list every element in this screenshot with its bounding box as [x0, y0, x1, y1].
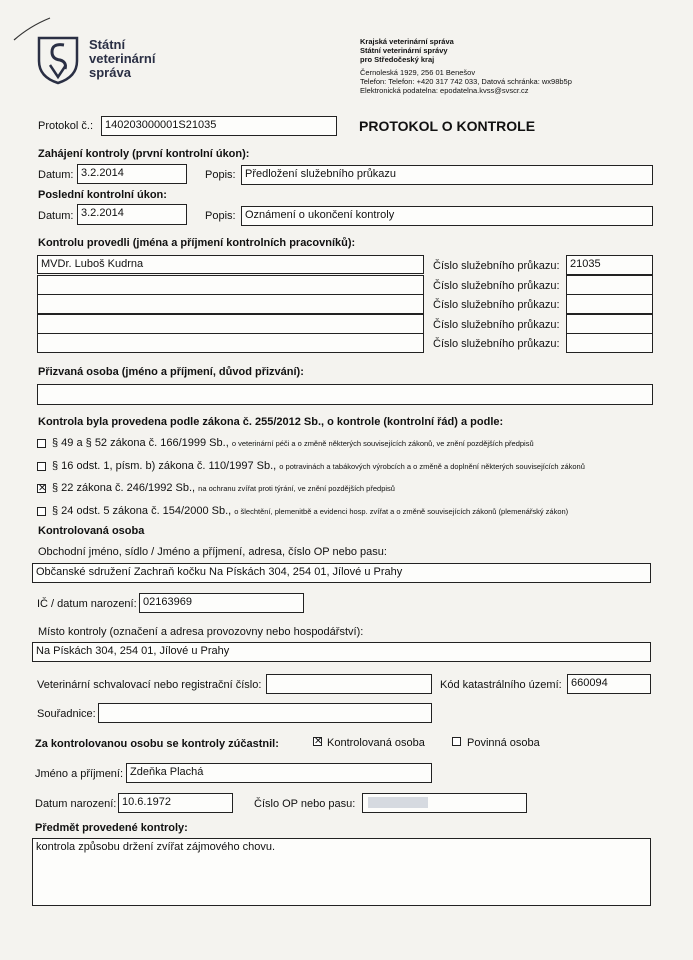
dob-label: Datum narození: — [35, 798, 117, 810]
id-label: Číslo OP nebo pasu: — [254, 798, 356, 810]
law-item-sub: o šlechtění, plemenitbě a evidenci hosp. zvířat a o změně souvisejících zákonů (plemenářský zákon) — [234, 506, 569, 516]
law-item — [52, 482, 395, 494]
invited-heading: Přizvaná osoba (jméno a příjmení, důvod přizvání): — [38, 366, 304, 378]
law-item-sub: na ochranu zvířat proti týrání, ve znění pozdějších předpisů — [198, 484, 395, 493]
invited-field[interactable] — [37, 384, 653, 405]
law-item-main: § 16 odst. 1, písm. b) zákona č. 110/1997 Sb., — [52, 459, 277, 472]
law-heading: Kontrola byla provedena podle zákona č. 255/2012 Sb., o kontrole (kontrolní řád) a podle: — [38, 416, 504, 428]
attendee-heading: Za kontrolovanou osobu se kontroly zúčastnil: — [35, 738, 279, 750]
page-title: PROTOKOL O KONTROLE — [359, 118, 536, 134]
last-date-field[interactable]: 3.2.2014 — [77, 204, 187, 225]
law-item-main: § 22 zákona č. 246/1992 Sb., — [52, 482, 196, 494]
law-item — [52, 437, 534, 449]
protocol-number-field[interactable]: 140203000001S21035 — [101, 116, 337, 136]
card-number-field[interactable] — [566, 275, 653, 295]
ic-field[interactable]: 02163969 — [139, 593, 304, 613]
protocol-label: Protokol č.: — [38, 120, 94, 132]
obliged-person-label: Povinná osoba — [467, 737, 540, 749]
inspector-name-field[interactable]: MVDr. Luboš Kudrna — [37, 255, 424, 274]
redaction — [368, 797, 428, 808]
inspector-name-field[interactable] — [37, 314, 424, 334]
coords-field[interactable] — [98, 703, 432, 723]
reg-label: Veterinární schvalovací nebo registrační číslo: — [37, 679, 262, 691]
card-number-field[interactable] — [566, 294, 653, 314]
subject-name-label: Obchodní jméno, sídlo / Jméno a příjmení, adresa, číslo OP nebo pasu: — [38, 546, 387, 558]
place-field[interactable]: Na Pískách 304, 254 01, Jílové u Prahy — [32, 642, 651, 662]
law-item-sub: o potravinách a tabákových výrobcích a o změně a doplnění některých souvisejících zákonů — [279, 461, 585, 471]
card-number-field[interactable] — [566, 314, 653, 334]
card-number-field[interactable] — [566, 333, 653, 353]
card-number-label: Číslo služebního průkazu: — [433, 279, 560, 292]
subject-name-field[interactable]: Občanské sdružení Zachraň kočku Na Pískách 304, 254 01, Jílové u Prahy — [32, 563, 651, 583]
start-desc-label: Popis: — [205, 169, 236, 181]
inspector-name-field[interactable] — [37, 333, 424, 353]
cadastre-field[interactable]: 660094 — [567, 674, 651, 694]
law-item-main: § 49 a § 52 zákona č. 166/1999 Sb., — [52, 437, 229, 449]
pen-mark — [12, 14, 52, 49]
control-subject-heading: Předmět provedené kontroly: — [35, 822, 188, 834]
last-heading: Poslední kontrolní úkon: — [38, 189, 167, 201]
start-heading: Zahájení kontroly (první kontrolní úkon): — [38, 148, 250, 160]
reg-field[interactable] — [266, 674, 432, 694]
law-checkbox[interactable] — [37, 439, 46, 448]
card-number-field[interactable]: 21035 — [566, 255, 653, 275]
start-date-label: Datum: — [38, 169, 74, 181]
place-label: Místo kontroly (označení a adresa provozovny nebo hospodářství): — [38, 626, 364, 638]
card-number-label: Číslo služebního průkazu: — [433, 260, 560, 272]
last-desc-label: Popis: — [205, 210, 236, 222]
inspector-name-field[interactable] — [37, 275, 424, 295]
last-date-label: Datum: — [38, 210, 74, 222]
law-checkbox[interactable] — [37, 462, 46, 471]
coords-label: Souřadnice: — [37, 708, 96, 720]
inspector-name-field[interactable] — [37, 294, 424, 314]
card-number-label: Číslo služebního průkazu: — [433, 338, 560, 350]
logo-text: Státní veterinární správa — [89, 37, 156, 80]
obliged-person-checkbox[interactable] — [452, 737, 461, 746]
cadastre-label: Kód katastrálního území: — [440, 679, 562, 691]
law-item — [52, 505, 568, 517]
dob-field[interactable]: 10.6.1972 — [118, 793, 233, 813]
card-number-label: Číslo služebního průkazu: — [433, 318, 560, 331]
controlled-person-label: Kontrolovaná osoba — [327, 737, 425, 749]
attendee-name-label: Jméno a příjmení: — [35, 768, 124, 780]
law-item-main: § 24 odst. 5 zákona č. 154/2000 Sb., — [52, 504, 232, 517]
ic-label: IČ / datum narození: — [37, 598, 137, 610]
office-address: Krajská veterinární správa Státní veterinární správy pro Středočeský kraj Černoleská 1929, 256 01 Benešov Telefon: Telefon: +420 317 742 033, Datová schránka: wx98b5p Elektronická podatelna: epodatelna.kvss@svscr.cz — [360, 37, 572, 95]
control-subject-field[interactable]: kontrola způsobu držení zvířat zájmového chovu. — [32, 838, 651, 906]
law-item-sub: o veterinární péči a o změně některých souvisejících zákonů, ve znění pozdějších předpisů — [231, 439, 534, 448]
law-item — [52, 460, 585, 472]
start-desc-field[interactable]: Předložení služebního průkazu — [241, 165, 653, 185]
law-checkbox[interactable]: ✕ — [38, 483, 47, 494]
controlled-person-checkbox[interactable]: ✕ — [314, 736, 323, 747]
start-date-field[interactable]: 3.2.2014 — [77, 164, 187, 184]
law-checkbox[interactable] — [37, 507, 46, 516]
inspectors-heading: Kontrolu provedli (jména a příjmení kontrolních pracovníků): — [38, 237, 356, 249]
last-desc-field[interactable]: Oznámení o ukončení kontroly — [241, 206, 653, 226]
attendee-name-field[interactable]: Zdeňka Plachá — [126, 763, 432, 783]
subject-heading: Kontrolovaná osoba — [38, 525, 145, 537]
card-number-label: Číslo služebního průkazu: — [433, 299, 560, 311]
